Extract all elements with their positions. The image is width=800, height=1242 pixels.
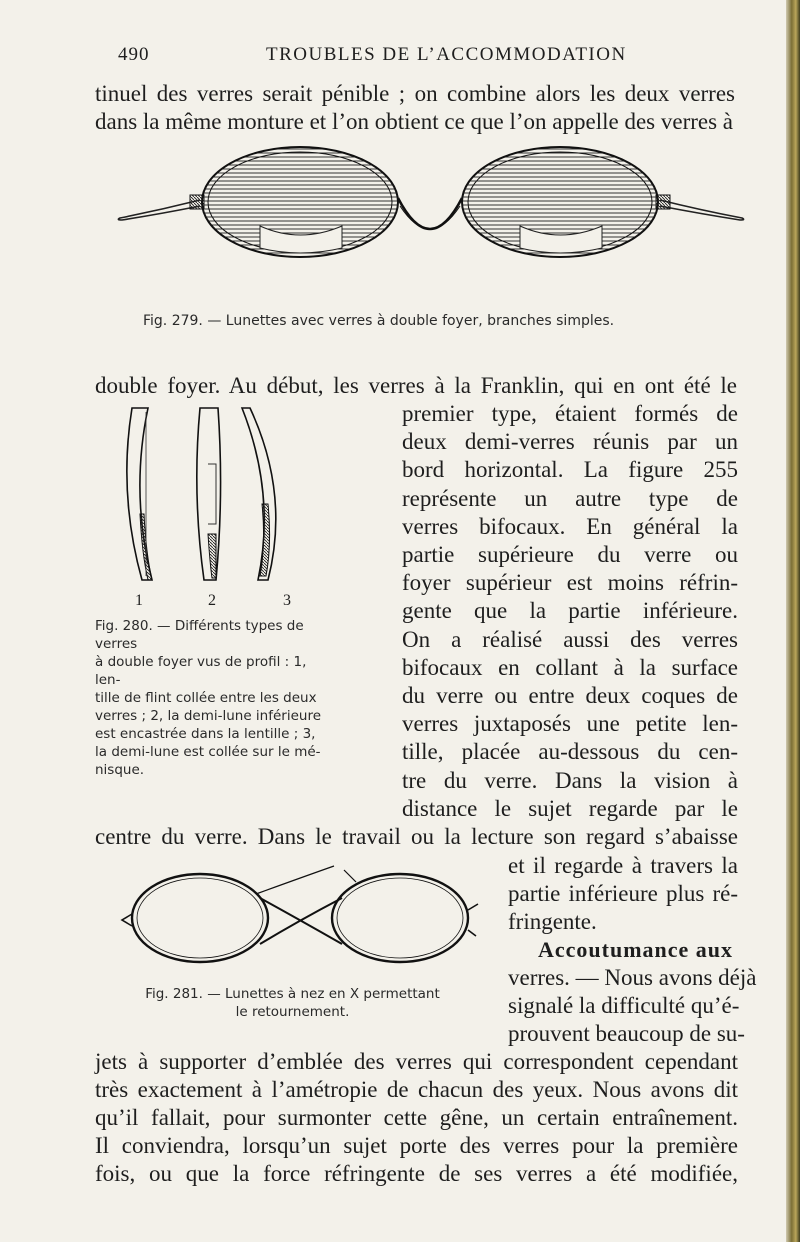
body-line: bifocaux en collant à la surface <box>402 654 738 680</box>
fig280-caption-line: à double foyer vus de profil : 1, len- <box>95 654 307 688</box>
body-line: foyer supérieur est moins réfrin- <box>402 570 738 596</box>
body-line: partie supérieure du verre ou <box>402 542 738 568</box>
body-line: très exactement à l’amétropie de chacun des yeux. Nous avons dit <box>95 1077 738 1102</box>
fig279-caption: Fig. 279. — Lunettes avec verres à double foyer, branches simples. <box>143 313 615 329</box>
body-line: jets à supporter d’emblée des verres qui correspondent cependant <box>95 1049 738 1074</box>
page-number: 490 <box>118 44 150 65</box>
body-line: signalé la difficulté qu’é- <box>508 993 740 1018</box>
body-line: fringente. <box>508 909 597 934</box>
fig280-caption-line: verres ; 2, la demi-lune inférieure <box>95 708 322 724</box>
body-b-after-title <box>508 964 757 1048</box>
fig280-caption-line: nisque. <box>95 762 145 778</box>
fig281-caption-line: Fig. 281. — Lunettes à nez en X permettant <box>145 986 440 1002</box>
fig280-lens-profiles <box>120 404 300 584</box>
fig280-caption-line: Fig. 280. — Différents types de verres <box>95 618 304 652</box>
fig280-caption-line: tille de flint collée entre les deux <box>95 690 317 706</box>
body-line: tre du verre. Dans la vision à <box>402 767 738 793</box>
body-line: premier type, étaient formés de <box>402 401 738 426</box>
body-line: qu’il fallait, pour surmonter cette gêne, un certain entraînement. <box>95 1105 738 1130</box>
body-line-first <box>95 372 737 400</box>
page-edge <box>786 0 800 1242</box>
body-a-full-line <box>95 823 738 851</box>
body-line: prouvent beaucoup de su- <box>508 1021 745 1046</box>
body-line: Il conviendra, lorsqu’un sujet porte des verres pour la première <box>95 1133 738 1158</box>
body-line: verres bifocaux. En général la <box>402 513 738 539</box>
body-b-full-lines <box>95 1048 738 1188</box>
intro-line-1: tinuel des verres serait pénible ; on combine alors les deux verres <box>95 81 735 106</box>
body-a-right-column <box>402 400 738 823</box>
body-line: centre du verre. Dans le travail ou la lecture son regard s’abaisse <box>95 824 738 849</box>
body-line: verres. — Nous avons déjà <box>508 965 757 990</box>
section-title <box>538 936 733 964</box>
fig281-x-nose-spectacles <box>120 858 480 978</box>
body-line: représente un autre type de <box>402 485 738 511</box>
body-line: du verre ou entre deux coques de <box>402 683 738 709</box>
fig280-number-1: 1 <box>135 592 143 609</box>
fig281-caption-line: le retournement. <box>235 1004 350 1020</box>
body-line: deux demi-verres réunis par un <box>402 429 738 455</box>
section-title-text: Accoutumance aux <box>538 937 734 962</box>
page-header <box>118 44 678 74</box>
intro-line-2: dans la même monture et l’on obtient ce que l’on appelle des verres à <box>95 109 734 134</box>
body-line: On a réalisé aussi des verres <box>402 626 738 652</box>
body-a-first-line: double foyer. Au début, les verres à la Franklin, qui en ont été le <box>95 373 737 398</box>
fig280-number-3: 3 <box>283 592 291 609</box>
fig279-spectacles-illustration <box>110 140 750 270</box>
body-line: distance le sujet regarde par le <box>402 795 738 821</box>
fig281-caption <box>95 985 490 1021</box>
body-line: gente que la partie inférieure. <box>402 598 738 624</box>
running-head: TROUBLES DE L’ACCOMMODATION <box>266 44 627 65</box>
fig280-caption <box>95 617 330 779</box>
body-line: verres juxtaposés une petite len- <box>402 711 738 737</box>
intro-paragraph <box>95 80 735 136</box>
body-line: bord horizontal. La figure 255 <box>402 457 738 483</box>
body-line: fois, ou que la force réfringente de ses verres a été modifiée, <box>95 1161 738 1186</box>
fig280-number-2: 2 <box>208 592 216 609</box>
body-line: et il regarde à travers la <box>508 853 738 878</box>
fig280-caption-line: la demi-lune est collée sur le mé- <box>95 744 321 760</box>
body-line: tille, placée au-dessous du cen- <box>402 739 738 765</box>
body-line: partie inférieure plus ré- <box>508 881 738 906</box>
fig280-caption-line: est encastrée dans la lentille ; 3, <box>95 726 316 742</box>
body-b-right-column <box>508 852 738 936</box>
